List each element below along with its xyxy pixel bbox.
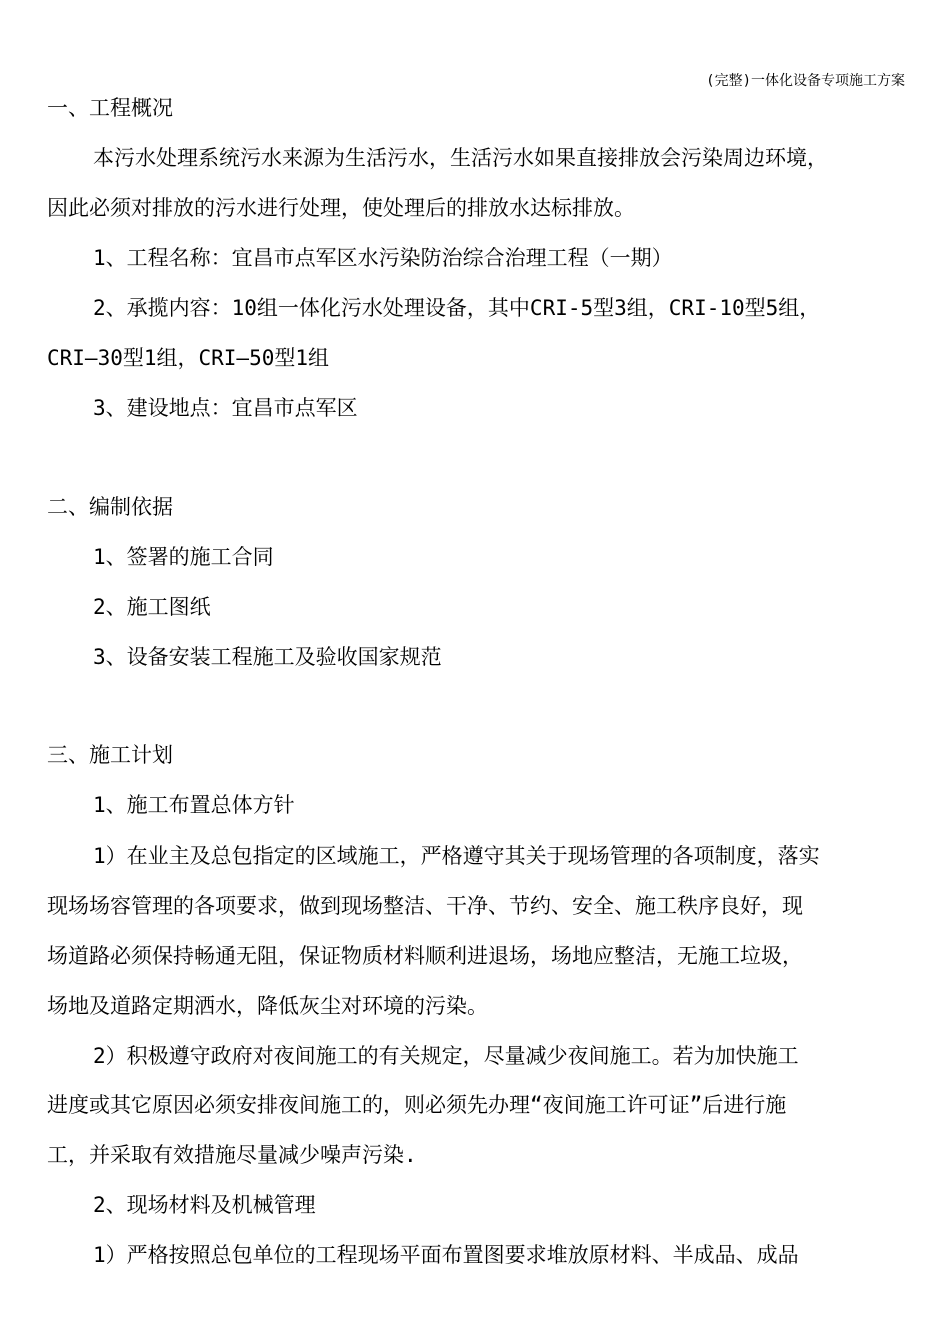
paragraph-line: 1）严格按照总包单位的工程现场平面布置图要求堆放原材料、半成品、成品: [93, 1243, 799, 1267]
subsection-title: 2、现场材料及机械管理: [93, 1193, 316, 1217]
subsection-title: 1、施工布置总体方针: [93, 793, 295, 817]
paragraph-line: 因此必须对排放的污水进行处理，使处理后的排放水达标排放。: [47, 196, 635, 220]
paragraph-line: 现场场容管理的各项要求，做到现场整洁、干净、节约、安全、施工秩序良好，现: [47, 894, 803, 918]
page-header: (完整)一体化设备专项施工方案: [706, 73, 905, 89]
paragraph-line: 2）积极遵守政府对夜间施工的有关规定，尽量减少夜间施工。若为加快施工: [93, 1044, 799, 1068]
list-item: 1、工程名称：宜昌市点军区水污染防治综合治理工程（一期）: [93, 246, 673, 270]
section-3-title: 三、施工计划: [47, 743, 173, 767]
paragraph-line: 场地及道路定期洒水，降低灰尘对环境的污染。: [47, 994, 488, 1018]
section-1-title: 一、工程概况: [47, 96, 173, 120]
paragraph-line: 1）在业主及总包指定的区域施工，严格遵守其关于现场管理的各项制度，落实: [93, 844, 820, 868]
paragraph-line: 本污水处理系统污水来源为生活污水，生活污水如果直接排放会污染周边环境，: [93, 146, 828, 170]
list-item: 3、建设地点：宜昌市点军区: [93, 396, 358, 420]
list-item: 2、施工图纸: [93, 595, 211, 619]
paragraph-line: 工，并采取有效措施尽量减少噪声污染.: [47, 1143, 417, 1167]
paragraph-line: 场道路必须保持畅通无阻，保证物质材料顺利进退场，场地应整洁，无施工垃圾，: [47, 944, 803, 968]
list-item-continuation: CRI—30型1组，CRI—50型1组: [47, 346, 330, 370]
list-item: 1、签署的施工合同: [93, 545, 274, 569]
section-2-title: 二、编制依据: [47, 495, 173, 519]
list-item: 3、设备安装工程施工及验收国家规范: [93, 645, 442, 669]
list-item: 2、承揽内容：10组一体化污水处理设备，其中CRI-5型3组，CRI-10型5组，: [93, 296, 821, 320]
paragraph-line: 进度或其它原因必须安排夜间施工的，则必须先办理“夜间施工许可证”后进行施: [47, 1093, 787, 1117]
